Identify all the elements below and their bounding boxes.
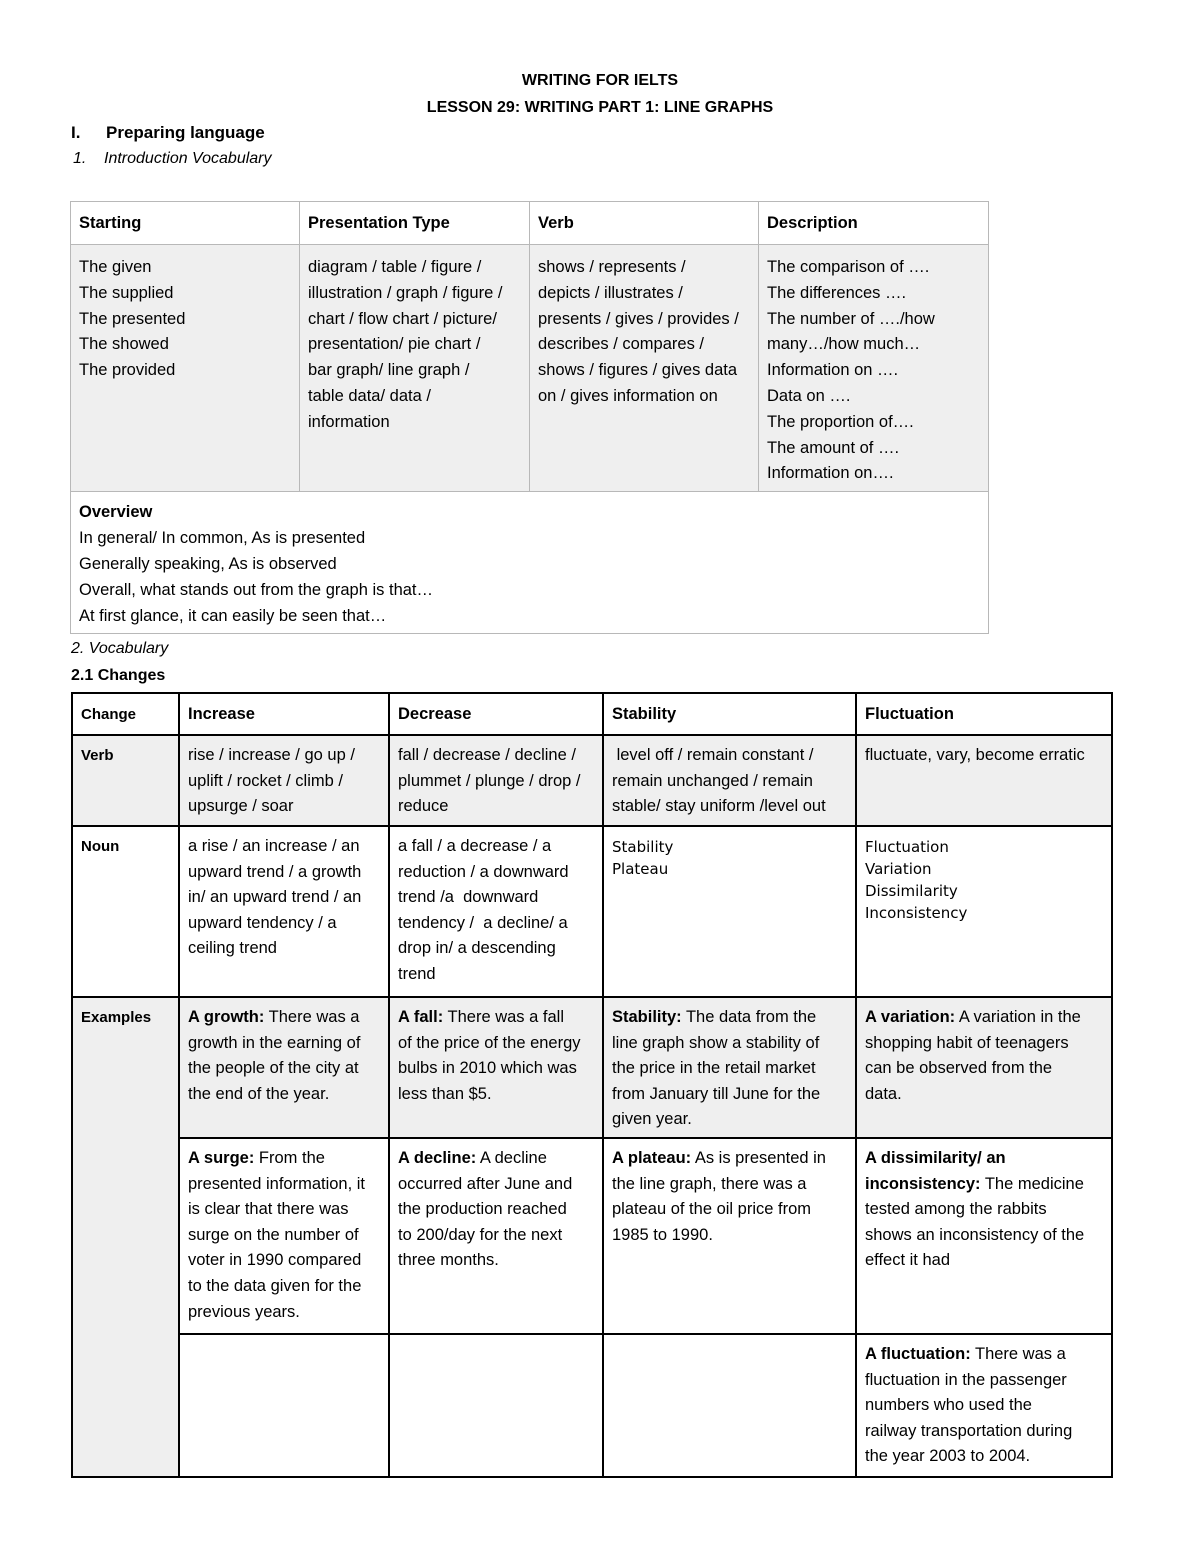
description-cell <box>759 245 989 492</box>
verb-row <box>72 735 1112 826</box>
text-line: The proportion of…. <box>767 412 914 431</box>
overview-cell <box>71 492 989 634</box>
noun-increase-cell <box>179 826 389 997</box>
text-line: shows / represents / <box>538 258 686 276</box>
list-item: The presented <box>79 309 186 328</box>
text-line: A variation in the <box>955 1008 1081 1026</box>
text-line: table data/ data / <box>308 386 431 405</box>
noun-row <box>72 826 1112 997</box>
overview-row <box>71 492 989 634</box>
text-line: the year 2003 to 2004. <box>865 1447 1031 1466</box>
header-presentation-type: Presentation Type <box>300 202 530 245</box>
noun-decrease-cell <box>389 826 603 997</box>
text-line: on / gives information on <box>538 386 718 405</box>
header-verb: Verb <box>530 202 759 245</box>
example-term: A growth: <box>188 1008 265 1026</box>
text-line: There was a <box>264 1008 360 1026</box>
text-line: the price in the retail market <box>612 1059 816 1078</box>
text-line: of the price of the energy <box>398 1033 581 1052</box>
text-line: upsurge / soar <box>188 797 294 816</box>
subsection-number: 1. <box>73 150 87 167</box>
section-number: I. <box>71 123 81 142</box>
text-line: given year. <box>612 1110 692 1129</box>
text-line: trend <box>398 964 436 983</box>
example-increase-cell <box>179 1138 389 1334</box>
text-line: to the data given for the <box>188 1276 362 1295</box>
lesson-title: LESSON 29: WRITING PART 1: LINE GRAPHS <box>426 99 774 116</box>
example-term: A surge: <box>188 1149 255 1167</box>
text-line: many…/how much… <box>767 335 921 354</box>
text-line: Stability <box>612 838 674 856</box>
text-line: line graph show a stability of <box>612 1033 820 1052</box>
section-heading <box>71 123 265 143</box>
subsection-title: Introduction Vocabulary <box>104 150 272 167</box>
vocabulary-heading: 2. Vocabulary <box>71 640 169 657</box>
verb-decrease-cell <box>389 735 603 826</box>
text-line: a rise / an increase / an <box>188 837 360 855</box>
example-increase-cell <box>179 997 389 1138</box>
verb-cell <box>530 245 759 492</box>
text-line: effect it had <box>865 1251 951 1270</box>
example-fluctuation-cell <box>856 1138 1112 1334</box>
list-item: The given <box>79 258 152 276</box>
list-item: The supplied <box>79 283 174 302</box>
example-empty-cell <box>389 1334 603 1477</box>
example-term: A variation: <box>865 1008 956 1026</box>
text-line: plummet / plunge / drop / <box>398 771 581 790</box>
text-line: upward tendency / a <box>188 913 337 932</box>
text-line: In general/ In common, As is presented <box>79 529 366 547</box>
text-line: data. <box>865 1084 902 1103</box>
text-line: Fluctuation <box>865 838 949 856</box>
document-title: WRITING FOR IELTS <box>521 72 679 89</box>
starting-cell <box>71 245 300 492</box>
text-line: in/ an upward trend / an <box>188 888 362 907</box>
text-line: remain unchanged / remain <box>612 771 813 790</box>
noun-stability-cell <box>603 826 856 997</box>
text-line: shopping habit of teenagers <box>865 1033 1069 1052</box>
text-line: At first glance, it can easily be seen that… <box>79 607 387 625</box>
text-line: The medicine <box>980 1174 1084 1193</box>
header-decrease: Decrease <box>389 693 603 735</box>
section-title: Preparing language <box>106 123 265 142</box>
text-line: rise / increase / go up / <box>188 746 355 764</box>
changes-heading: 2.1 Changes <box>71 667 166 684</box>
table-row <box>71 245 989 492</box>
text-line: The comparison of …. <box>767 258 930 276</box>
example-term: Stability: <box>612 1008 682 1026</box>
example-term: A dissimilarity/ an inconsistency: The medicine <box>865 1149 1084 1193</box>
header-increase: Increase <box>179 693 389 735</box>
header-stability: Stability <box>603 693 856 735</box>
list-item: The showed <box>79 335 169 354</box>
header-description: Description <box>759 202 989 245</box>
text-line: ceiling trend <box>188 939 277 958</box>
text-line: to 200/day for the next <box>398 1225 563 1244</box>
text-line: upward trend / a growth <box>188 862 362 881</box>
row-label-verb: Verb <box>72 735 179 826</box>
verb-increase-cell <box>179 735 389 826</box>
text-line: occurred after June and <box>398 1174 573 1193</box>
text-line: A decline <box>476 1149 547 1167</box>
text-line: Plateau <box>612 860 669 878</box>
text-line: presented information, it <box>188 1174 366 1193</box>
text-line: presentation/ pie chart / <box>308 335 481 354</box>
text-line: Data on …. <box>767 386 851 405</box>
text-line: chart / flow chart / picture/ <box>308 309 497 328</box>
text-line: is clear that there was <box>188 1200 349 1219</box>
text-line: the end of the year. <box>188 1084 330 1103</box>
subsection-heading <box>73 149 272 169</box>
example-fluctuation-cell <box>856 1334 1112 1477</box>
row-label-examples: Examples <box>72 997 179 1477</box>
text-line: Dissimilarity <box>865 882 958 900</box>
text-line: Inconsistency <box>865 904 968 922</box>
text-line: bar graph/ line graph / <box>308 361 470 380</box>
header-change: Change <box>72 693 179 735</box>
text-line: 1985 to 1990. <box>612 1225 713 1244</box>
table-header-row <box>71 202 989 245</box>
list-item: The provided <box>79 361 176 380</box>
text-line: drop in/ a descending <box>398 939 556 958</box>
text-line: tested among the rabbits <box>865 1200 1047 1219</box>
text-line: trend /a downward <box>398 888 539 907</box>
text-line: From the <box>254 1149 325 1167</box>
changes-table <box>71 692 1113 1478</box>
text-line: surge on the number of <box>188 1225 359 1244</box>
table-header-row <box>72 693 1112 735</box>
examples-row <box>72 1138 1112 1334</box>
example-term: A decline: <box>398 1149 477 1167</box>
header-fluctuation: Fluctuation <box>856 693 1112 735</box>
text-line: plateau of the oil price from <box>612 1200 812 1219</box>
text-line: from January till June for the <box>612 1084 821 1103</box>
example-decrease-cell <box>389 1138 603 1334</box>
text-line: illustration / graph / figure / <box>308 283 503 302</box>
text-line: presents / gives / provides / <box>538 309 739 328</box>
text-line: uplift / rocket / climb / <box>188 771 343 790</box>
overview-title: Overview <box>79 503 153 521</box>
text-line: numbers who used the <box>865 1396 1032 1415</box>
text-line: As is presented in <box>691 1149 826 1167</box>
examples-row <box>72 1334 1112 1477</box>
example-term: A fall: <box>398 1008 444 1026</box>
example-empty-cell <box>603 1334 856 1477</box>
example-stability-cell <box>603 997 856 1138</box>
text-line: depicts / illustrates / <box>538 283 683 302</box>
verb-fluctuation-cell <box>856 735 1112 826</box>
example-stability-cell <box>603 1138 856 1334</box>
text-line: can be observed from the <box>865 1059 1053 1078</box>
text-line: three months. <box>398 1251 499 1270</box>
text-line: information <box>308 412 390 431</box>
text-line: There was a fall <box>443 1008 564 1026</box>
noun-fluctuation-cell <box>856 826 1112 997</box>
text-line: Information on …. <box>767 361 899 380</box>
text-line: shows / figures / gives data <box>538 361 738 380</box>
presentation-type-cell <box>300 245 530 492</box>
text-line: growth in the earning of <box>188 1033 361 1052</box>
header-starting: Starting <box>71 202 300 245</box>
example-term: A plateau: <box>612 1149 692 1167</box>
text-line: voter in 1990 compared <box>188 1251 362 1270</box>
text-line: bulbs in 2010 which was <box>398 1059 577 1078</box>
text-line: Variation <box>865 860 932 878</box>
text-line: a fall / a decrease / a <box>398 837 552 855</box>
example-empty-cell <box>179 1334 389 1477</box>
text-line: The differences …. <box>767 283 907 302</box>
intro-vocabulary-table <box>70 201 989 634</box>
text-line: The data from the <box>681 1008 817 1026</box>
row-label-noun: Noun <box>72 826 179 997</box>
text-line: the production reached <box>398 1200 567 1219</box>
text-line: the people of the city at <box>188 1059 359 1078</box>
text-line: reduction / a downward <box>398 862 569 881</box>
text-line: There was a <box>970 1345 1066 1363</box>
text-line: railway transportation during <box>865 1421 1073 1440</box>
example-term: A fluctuation: <box>865 1345 971 1363</box>
text-line: stable/ stay uniform /level out <box>612 797 826 816</box>
text-line: previous years. <box>188 1302 300 1321</box>
text-line: Generally speaking, As is observed <box>79 555 337 573</box>
example-decrease-cell <box>389 997 603 1138</box>
text-line: less than $5. <box>398 1084 492 1103</box>
text-line: level off / remain constant / <box>612 746 814 764</box>
text-line: fluctuate, vary, become erratic <box>865 746 1085 764</box>
text-line: reduce <box>398 797 449 816</box>
text-line: Information on…. <box>767 464 894 483</box>
text-line: tendency / a decline/ a <box>398 913 568 932</box>
text-line: fluctuation in the passenger <box>865 1370 1067 1389</box>
text-line: Overall, what stands out from the graph is that… <box>79 581 434 599</box>
text-line: describes / compares / <box>538 335 704 354</box>
example-fluctuation-cell <box>856 997 1112 1138</box>
text-line: shows an inconsistency of the <box>865 1225 1085 1244</box>
verb-stability-cell <box>603 735 856 826</box>
text-line: The number of …./how <box>767 309 935 328</box>
text-line: The amount of …. <box>767 438 900 457</box>
text-line: fall / decrease / decline / <box>398 746 576 764</box>
text-line: diagram / table / figure / <box>308 258 482 276</box>
examples-row <box>72 997 1112 1138</box>
text-line: the line graph, there was a <box>612 1174 807 1193</box>
